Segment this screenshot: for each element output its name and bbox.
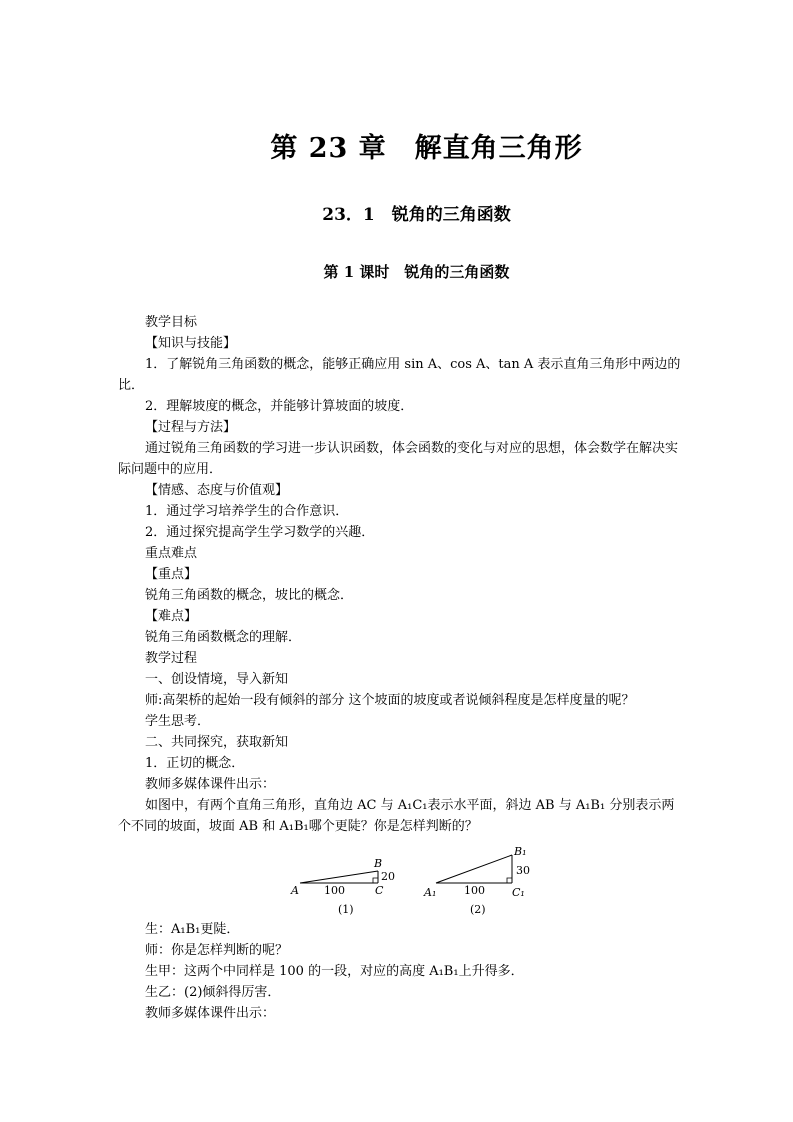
paragraph: 【知识与技能】 — [145, 336, 237, 351]
paragraph: 重点难点 — [145, 546, 198, 561]
tri2-label-c: C₁ — [512, 886, 525, 899]
paragraph: 教师多媒体课件出示： — [145, 777, 276, 792]
tri2-caption: (2) — [470, 903, 486, 916]
tri1-right-angle-mark — [373, 878, 378, 883]
tri2-label-b: B₁ — [514, 845, 527, 858]
paragraph: 锐角三角函数的概念，坡比的概念． — [145, 588, 354, 603]
paragraph: 【过程与方法】 — [145, 420, 237, 435]
paragraph: 师：你是怎样判断的呢？ — [145, 943, 289, 958]
paragraph: 生：A₁B₁更陡． — [145, 922, 240, 937]
tri1-label-b: B — [374, 857, 383, 870]
paragraph: 学生思考． — [145, 714, 211, 729]
paragraph: 如图中，有两个直角三角形，直角边 AC 与 A₁C₁表示水平面，斜边 AB 与 A₁B₁ 分别表示两个不同的坡面，坡面 AB 和 A₁B₁哪个更陡？你是怎样判断的？ — [118, 798, 675, 834]
paragraph: 通过锐角三角函数的学习进一步认识函数，体会函数的变化与对应的思想，体会数学在解决实际问题中的应用． — [118, 441, 679, 477]
triangle-figure-svg — [118, 839, 684, 917]
tri2-hypotenuse-line — [436, 855, 512, 883]
paragraph: 生甲：这两个中同样是 100 的一段，对应的高度 A₁B₁上升得多． — [145, 964, 524, 979]
tri2-label-a: A₁ — [424, 886, 437, 899]
paragraph: 1．了解锐角三角函数的概念，能够正确应用 sin A、cos A、tan A 表示直角三角形中两边的比． — [118, 357, 681, 393]
paragraph: 生乙：(2)倾斜得厉害． — [145, 985, 281, 1000]
triangle-2 — [423, 845, 530, 916]
paragraph: 1．正切的概念． — [145, 756, 245, 771]
paragraph: 【重点】 — [145, 567, 198, 582]
paragraph: 教师多媒体课件出示： — [145, 1006, 276, 1021]
tri1-base-value: 100 — [324, 884, 345, 897]
tri1-label-c: C — [375, 884, 384, 897]
triangle-1 — [290, 857, 395, 916]
paragraph: 教学目标 — [145, 315, 198, 330]
paragraph: 【难点】 — [145, 609, 198, 624]
section-title: 23．1 锐角的三角函数 — [322, 205, 511, 225]
tri2-right-angle-mark — [507, 878, 512, 883]
paragraph: 一、创设情境，导入新知 — [145, 672, 289, 687]
paragraph: 师:高架桥的起始一段有倾斜的部分 这个坡面的坡度或者说倾斜程度是怎样度量的呢？ — [145, 693, 635, 708]
document-body — [118, 312, 684, 1024]
chapter-title: 第 23 章 解直角三角形 — [270, 133, 583, 164]
paragraph: 【情感、态度与价值观】 — [145, 483, 289, 498]
paragraph: 教学过程 — [145, 651, 198, 666]
paragraph: 锐角三角函数概念的理解． — [145, 630, 302, 645]
tri1-label-a: A — [291, 884, 299, 897]
lesson-title: 第 1 课时 锐角的三角函数 — [323, 263, 510, 281]
triangle-figure — [118, 839, 684, 917]
paragraph: 2．理解坡度的概念，并能够计算坡面的坡度． — [145, 399, 414, 414]
tri1-hypotenuse-line — [300, 871, 378, 883]
tri1-caption: (1) — [338, 903, 354, 916]
paragraph: 2．通过探究提高学生学习数学的兴趣． — [145, 525, 375, 540]
paragraph: 1．通过学习培养学生的合作意识． — [145, 504, 349, 519]
tri1-height-value: 20 — [381, 870, 395, 883]
paragraph: 二、共同探究，获取新知 — [145, 735, 289, 750]
tri2-base-value: 100 — [464, 884, 485, 897]
tri2-height-value: 30 — [516, 864, 530, 877]
